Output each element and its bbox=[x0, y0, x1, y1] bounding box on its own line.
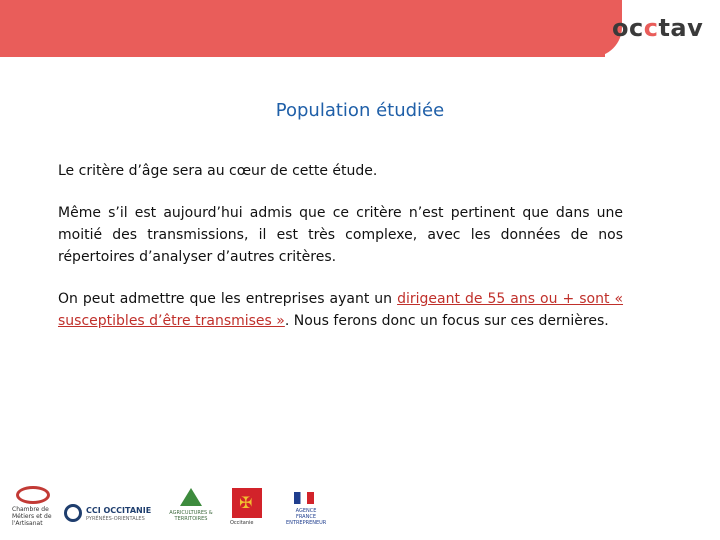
occitanie-cross-icon: ✠ bbox=[239, 493, 253, 512]
agri-label: AGRICULTURES & TERRITOIRES bbox=[169, 510, 213, 522]
paragraph-2: Même s’il est aujourd’hui admis que ce critère n’est pertinent que dans une moitié des transmissions, il est très complexe, avec les données de nos répertoires d’analyser d’autres critères. bbox=[58, 205, 623, 265]
agriculture-logo bbox=[166, 482, 216, 528]
afe-flag-icon bbox=[294, 492, 314, 504]
occitanie-logo bbox=[230, 482, 266, 528]
logo-text-accent: c bbox=[643, 14, 659, 42]
logo-text-2: tav bbox=[658, 14, 704, 42]
footer-logos bbox=[12, 482, 332, 532]
header-banner bbox=[0, 0, 605, 57]
agri-mark-icon bbox=[180, 488, 202, 506]
cma-logo bbox=[12, 482, 56, 528]
paragraph-3-highlight: dirigeant de 55 ans ou + sont « susceptibles d’être transmises » bbox=[58, 291, 624, 329]
octav-logo bbox=[612, 14, 703, 42]
cma-mark-icon bbox=[16, 486, 50, 504]
paragraph-3-end: . Nous ferons donc un focus sur ces dernières. bbox=[284, 313, 609, 329]
logo-text-1: oc bbox=[612, 14, 644, 42]
cci-label: CCI OCCITANIE bbox=[86, 506, 152, 515]
body-text bbox=[58, 160, 623, 352]
cci-logo bbox=[64, 482, 156, 528]
paragraph-3-start: On peut admettre que les entreprises ayant un bbox=[58, 291, 398, 307]
paragraph-1: Le critère d’âge sera au cœur de cette étude. bbox=[58, 163, 378, 179]
paragraph-3 bbox=[58, 288, 623, 332]
cma-label: Chambre de Métiers et de l'Artisanat bbox=[12, 506, 52, 527]
cci-sublabel: PYRÉNÉES-ORIENTALES bbox=[86, 516, 145, 522]
cci-ring-icon bbox=[64, 504, 82, 522]
page-title: Population étudiée bbox=[275, 100, 445, 121]
afe-logo bbox=[286, 482, 326, 528]
occitanie-label: Occitanie bbox=[230, 520, 254, 526]
afe-label: AGENCE FRANCE ENTREPRENEUR bbox=[286, 508, 327, 526]
